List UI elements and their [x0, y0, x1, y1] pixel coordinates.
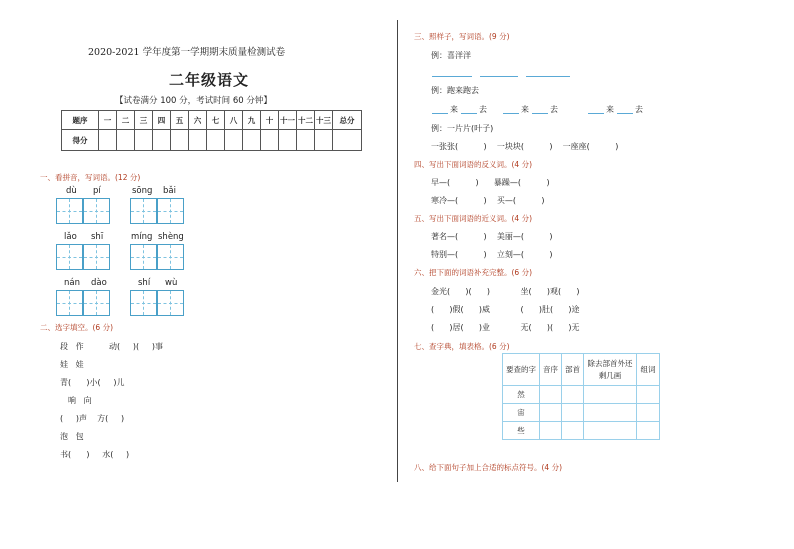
dict-header: 音序	[540, 354, 562, 386]
pinyin: nán	[64, 278, 80, 288]
dict-cell[interactable]	[562, 404, 584, 422]
writing-box[interactable]	[83, 244, 110, 270]
score-col: 四	[153, 111, 171, 130]
s3-line: 一张张( ) 一块块( ) 一座座( )	[431, 142, 619, 151]
dict-cell[interactable]	[540, 422, 562, 440]
pinyin: shī	[91, 232, 104, 242]
s2-line: 泡 包	[60, 432, 84, 441]
pinyin: pí	[93, 186, 101, 196]
pinyin: shí	[138, 278, 151, 288]
dict-header: 要查的字	[503, 354, 540, 386]
writing-box[interactable]	[157, 198, 184, 224]
s2-line: 响 向	[68, 396, 92, 405]
writing-box[interactable]	[157, 290, 184, 316]
score-cell	[153, 130, 171, 151]
dict-cell[interactable]	[562, 422, 584, 440]
section-3-title: 三、照样子，写词语。(9 分)	[414, 32, 510, 41]
pinyin: wù	[165, 278, 178, 288]
score-cell	[207, 130, 225, 151]
section-5-title: 五、写出下面词语的近义词。(4 分)	[414, 214, 533, 223]
dict-cell[interactable]	[584, 422, 637, 440]
score-cell	[315, 130, 333, 151]
subject-title: 二年级语文	[169, 71, 250, 89]
dict-cell[interactable]	[540, 404, 562, 422]
s5-line: 著名—( ) 美丽—( )	[431, 232, 553, 241]
pinyin: dào	[91, 278, 107, 288]
pinyin: shèng	[158, 232, 184, 242]
dict-cell[interactable]	[540, 386, 562, 404]
score-cell	[135, 130, 153, 151]
s2-line: 娃 娃	[60, 360, 84, 369]
s3-example-3: 例：一片片(叶子)	[431, 124, 494, 133]
score-col: 三	[135, 111, 153, 130]
score-cell	[333, 130, 362, 151]
s3-qu: 去	[479, 105, 487, 114]
score-cell	[99, 130, 117, 151]
score-col: 二	[117, 111, 135, 130]
answer-blank[interactable]	[461, 113, 477, 114]
dict-char: 宙	[503, 404, 540, 422]
section-1-title: 一、看拼音，写词语。(12 分)	[40, 173, 141, 182]
pinyin: sōng	[132, 186, 153, 196]
section-4-title: 四、写出下面词语的反义词。(4 分)	[414, 160, 533, 169]
s6-line: 金光( )( ) 坐( )观( )	[431, 287, 580, 296]
score-col: 六	[189, 111, 207, 130]
s3-lai: 来	[606, 105, 614, 114]
s6-line: ( )假( )威 ( )肚( )途	[431, 305, 580, 314]
s3-qu: 去	[635, 105, 643, 114]
answer-blank[interactable]	[526, 76, 570, 77]
writing-box[interactable]	[56, 244, 83, 270]
writing-box[interactable]	[130, 198, 157, 224]
score-cell	[279, 130, 297, 151]
pinyin: dù	[66, 186, 77, 196]
answer-blank[interactable]	[532, 113, 548, 114]
score-col: 八	[225, 111, 243, 130]
s3-qu: 去	[550, 105, 558, 114]
s6-line: ( )居( )业 无( )( )无	[431, 323, 580, 332]
score-row1-label: 题序	[62, 111, 99, 130]
dict-header: 部首	[562, 354, 584, 386]
answer-blank[interactable]	[617, 113, 633, 114]
s3-example-2: 例：跑来跑去	[431, 86, 479, 95]
dict-cell[interactable]	[637, 422, 660, 440]
answer-blank[interactable]	[503, 113, 519, 114]
pinyin: míng	[131, 232, 153, 242]
writing-box[interactable]	[130, 290, 157, 316]
section-6-title: 六、把下面的词语补充完整。(6 分)	[414, 268, 533, 277]
s2-line: 段 作 动( )( )事	[60, 342, 163, 351]
dict-header: 除去部首外还剩几画	[584, 354, 637, 386]
s5-line: 特别—( ) 立刻—( )	[431, 250, 553, 259]
section-7-title: 七、查字典，填表格。(6 分)	[414, 342, 510, 351]
writing-box[interactable]	[83, 290, 110, 316]
section-2-title: 二、选字填空。(6 分)	[40, 323, 114, 332]
s4-line: 寒冷—( ) 买—( )	[431, 196, 545, 205]
s3-example-1: 例：喜洋洋	[431, 51, 471, 60]
exam-note: 【试卷满分 100 分，考试时间 60 分钟】	[115, 96, 272, 106]
score-table	[61, 110, 362, 151]
dictionary-table	[502, 353, 660, 440]
score-cell	[243, 130, 261, 151]
score-row2-label: 得分	[62, 130, 99, 151]
dict-header: 组词	[637, 354, 660, 386]
score-col: 五	[171, 111, 189, 130]
score-cell	[171, 130, 189, 151]
writing-box[interactable]	[56, 198, 83, 224]
score-col: 十三	[315, 111, 333, 130]
score-total-label: 总分	[333, 111, 362, 130]
score-col: 十二	[297, 111, 315, 130]
answer-blank[interactable]	[432, 113, 448, 114]
s3-lai: 来	[450, 105, 458, 114]
dict-char: 些	[503, 422, 540, 440]
score-col: 十一	[279, 111, 297, 130]
score-cell	[297, 130, 315, 151]
writing-box[interactable]	[157, 244, 184, 270]
dict-cell[interactable]	[584, 404, 637, 422]
dict-cell[interactable]	[584, 386, 637, 404]
s2-line: 书( ) 水( )	[60, 450, 130, 459]
score-cell	[225, 130, 243, 151]
score-col: 十	[261, 111, 279, 130]
dict-char: 然	[503, 386, 540, 404]
dict-cell[interactable]	[562, 386, 584, 404]
s4-line: 早—( ) 暴躁—( )	[431, 178, 550, 187]
score-col: 一	[99, 111, 117, 130]
dict-cell[interactable]	[637, 386, 660, 404]
writing-box[interactable]	[130, 244, 157, 270]
dict-cell[interactable]	[637, 404, 660, 422]
pinyin: lǎo	[64, 232, 77, 242]
score-cell	[189, 130, 207, 151]
score-cell	[261, 130, 279, 151]
score-col: 九	[243, 111, 261, 130]
s2-line: ( )声 方( )	[60, 414, 125, 423]
s2-line: 青( )小( )儿	[60, 378, 125, 387]
answer-blank[interactable]	[480, 76, 518, 77]
section-8-title: 八、给下面句子加上合适的标点符号。(4 分)	[414, 463, 563, 472]
score-col: 七	[207, 111, 225, 130]
answer-blank[interactable]	[588, 113, 604, 114]
pinyin: bǎi	[163, 186, 176, 196]
score-cell	[117, 130, 135, 151]
exam-title: 2020-2021 学年度第一学期期末质量检测试卷	[88, 47, 286, 58]
writing-box[interactable]	[83, 198, 110, 224]
writing-box[interactable]	[56, 290, 83, 316]
answer-blank[interactable]	[432, 76, 472, 77]
s3-lai: 来	[521, 105, 529, 114]
page-divider	[397, 20, 398, 482]
